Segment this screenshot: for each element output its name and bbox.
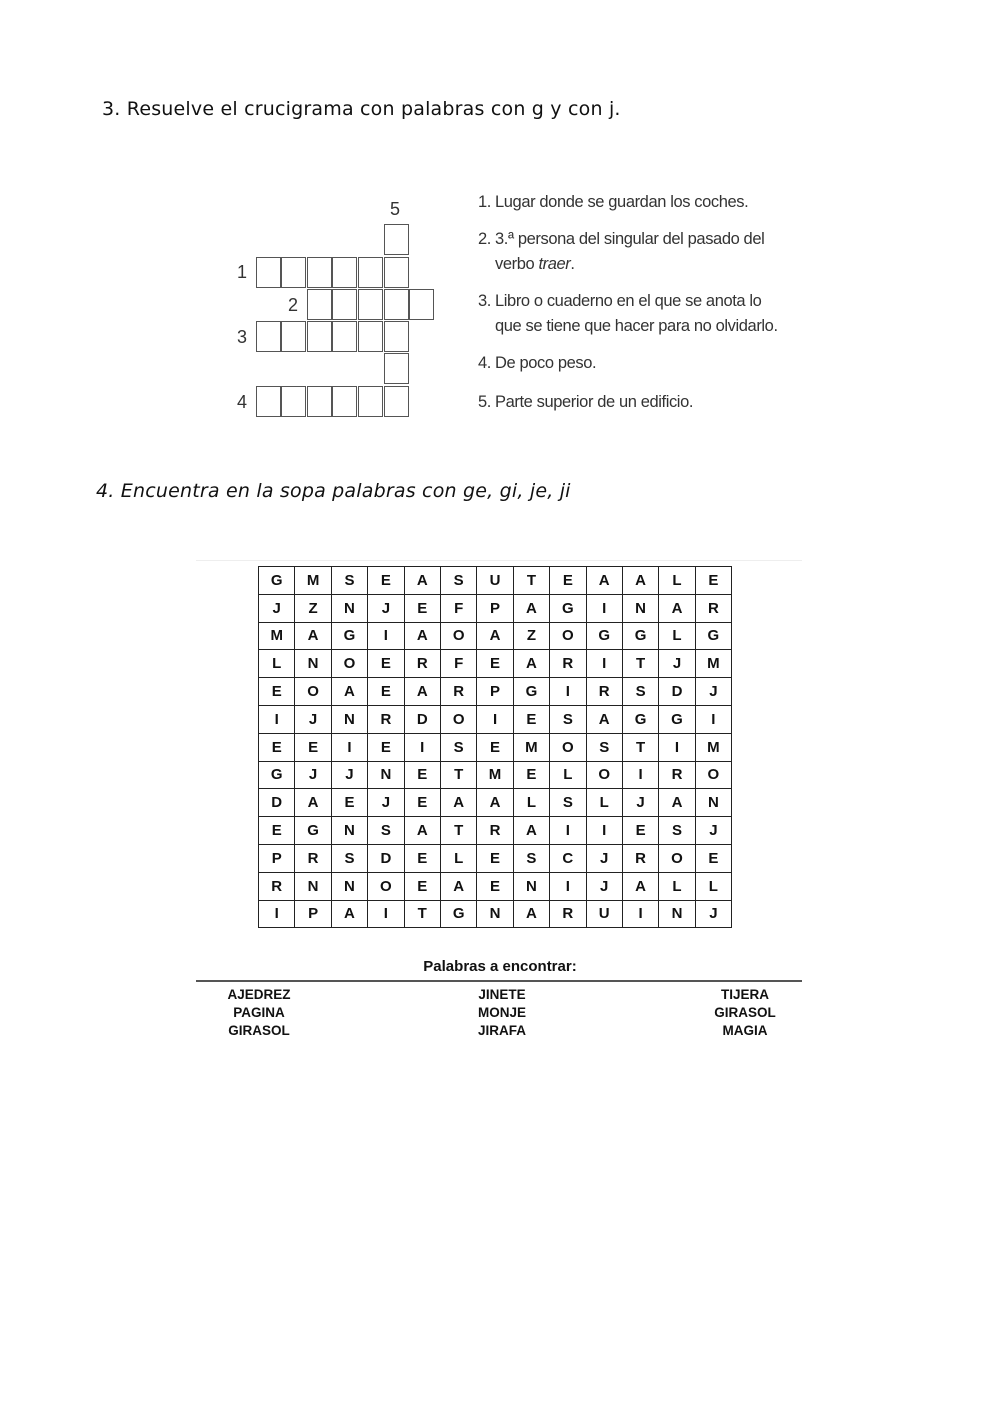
grid-row — [259, 872, 732, 900]
grid-cell[interactable]: N — [295, 650, 331, 678]
grid-cell[interactable]: E — [513, 705, 549, 733]
grid-cell[interactable]: L — [440, 844, 476, 872]
grid-cell[interactable]: R — [550, 650, 586, 678]
grid-cell[interactable]: S — [440, 567, 476, 595]
grid-cell[interactable]: I — [659, 733, 695, 761]
grid-row — [259, 900, 732, 928]
grid-cell[interactable]: T — [440, 817, 476, 845]
grid-row — [259, 567, 732, 595]
crossword-number-4: 4 — [237, 392, 248, 412]
grid-cell[interactable]: C — [550, 844, 586, 872]
grid-cell[interactable]: A — [331, 678, 367, 706]
grid-cell[interactable]: A — [513, 594, 549, 622]
grid-cell[interactable]: J — [259, 594, 295, 622]
grid-cell[interactable]: N — [331, 872, 367, 900]
crossword-number-5: 5 — [390, 199, 401, 219]
grid-cell[interactable]: J — [695, 900, 731, 928]
crossword-cell[interactable] — [384, 386, 409, 417]
grid-cell[interactable]: I — [331, 733, 367, 761]
grid-cell[interactable]: A — [513, 900, 549, 928]
clue-3: 3. Libro o cuaderno en el que se anota lo que se tiene que hacer para no olvidarlo. — [478, 292, 778, 335]
grid-cell[interactable]: A — [622, 567, 658, 595]
grid-cell[interactable]: A — [659, 789, 695, 817]
grid-cell[interactable]: E — [404, 872, 440, 900]
grid-cell[interactable]: G — [550, 594, 586, 622]
grid-cell[interactable]: S — [659, 817, 695, 845]
grid-row — [259, 622, 732, 650]
grid-cell[interactable]: D — [659, 678, 695, 706]
grid-cell[interactable]: R — [404, 650, 440, 678]
grid-cell[interactable]: S — [331, 844, 367, 872]
grid-cell[interactable]: L — [586, 789, 622, 817]
grid-row — [259, 650, 732, 678]
grid-cell[interactable]: P — [259, 844, 295, 872]
clue-5: 5. Parte superior de un edificio. — [478, 393, 694, 411]
grid-cell[interactable]: A — [440, 872, 476, 900]
grid-cell[interactable]: S — [368, 817, 404, 845]
grid-cell[interactable]: I — [550, 872, 586, 900]
divider — [196, 560, 802, 561]
grid-cell[interactable]: R — [295, 844, 331, 872]
crossword-cell[interactable] — [409, 289, 434, 320]
grid-cell[interactable]: G — [622, 622, 658, 650]
grid-cell[interactable]: S — [331, 567, 367, 595]
crossword-cell[interactable] — [332, 289, 357, 320]
grid-cell[interactable]: I — [586, 594, 622, 622]
grid-cell[interactable]: E — [477, 844, 513, 872]
grid-cell[interactable]: A — [440, 789, 476, 817]
grid-row — [259, 678, 732, 706]
grid-cell[interactable]: G — [440, 900, 476, 928]
grid-cell[interactable]: E — [368, 733, 404, 761]
grid-cell[interactable]: P — [477, 594, 513, 622]
grid-cell[interactable]: E — [368, 678, 404, 706]
crossword-number-1: 1 — [237, 262, 248, 282]
grid-cell[interactable]: T — [440, 761, 476, 789]
grid-cell[interactable]: A — [659, 594, 695, 622]
grid-cell[interactable]: R — [586, 678, 622, 706]
grid-cell[interactable]: G — [331, 622, 367, 650]
grid-cell[interactable]: F — [440, 650, 476, 678]
grid-cell[interactable]: I — [259, 900, 295, 928]
grid-cell[interactable]: L — [259, 650, 295, 678]
grid-cell[interactable]: L — [695, 872, 731, 900]
grid-cell[interactable]: O — [659, 844, 695, 872]
grid-cell[interactable]: E — [404, 761, 440, 789]
grid-cell[interactable]: A — [477, 622, 513, 650]
grid-cell[interactable]: E — [513, 761, 549, 789]
word-list-item: MONJE — [477, 1005, 526, 1021]
grid-cell[interactable]: N — [513, 872, 549, 900]
grid-cell[interactable]: N — [331, 594, 367, 622]
word-list-item: JINETE — [478, 987, 526, 1002]
grid-cell[interactable]: O — [695, 761, 731, 789]
grid-row — [259, 705, 732, 733]
grid-cell[interactable]: A — [586, 705, 622, 733]
grid-cell[interactable]: I — [368, 622, 404, 650]
grid-cell[interactable]: E — [550, 567, 586, 595]
grid-cell[interactable]: G — [513, 678, 549, 706]
grid-cell[interactable]: D — [368, 844, 404, 872]
crossword-cell[interactable] — [384, 224, 409, 255]
grid-cell[interactable]: A — [331, 900, 367, 928]
word-list-item: PAGINA — [233, 1005, 285, 1021]
grid-cell[interactable]: G — [695, 622, 731, 650]
grid-cell[interactable]: A — [586, 567, 622, 595]
grid-cell[interactable]: Z — [513, 622, 549, 650]
word-list-column-3 — [665, 986, 825, 1041]
grid-row — [259, 761, 732, 789]
word-list-item: TIJERA — [720, 987, 769, 1002]
grid-cell[interactable]: A — [404, 622, 440, 650]
grid-cell[interactable]: T — [622, 650, 658, 678]
grid-cell[interactable]: J — [586, 872, 622, 900]
grid-cell[interactable]: J — [295, 761, 331, 789]
grid-cell[interactable]: N — [477, 900, 513, 928]
grid-cell[interactable]: G — [659, 705, 695, 733]
grid-cell[interactable]: R — [368, 705, 404, 733]
grid-cell[interactable]: T — [513, 567, 549, 595]
grid-cell[interactable]: I — [259, 705, 295, 733]
crossword-cell[interactable] — [384, 289, 409, 320]
crossword-cell[interactable] — [281, 257, 306, 288]
word-list-item: GIRASOL — [714, 1005, 776, 1021]
grid-cell[interactable]: E — [259, 817, 295, 845]
crossword-cell[interactable] — [307, 289, 332, 320]
crossword-cell[interactable] — [307, 386, 332, 417]
crossword-cell[interactable] — [358, 386, 383, 417]
clue-1: 1. Lugar donde se guardan los coches. — [478, 193, 749, 211]
grid-cell[interactable]: M — [695, 733, 731, 761]
grid-cell[interactable]: T — [622, 733, 658, 761]
grid-cell[interactable]: A — [477, 789, 513, 817]
crossword-cell[interactable] — [281, 386, 306, 417]
grid-cell[interactable]: L — [550, 761, 586, 789]
word-search-grid — [258, 566, 732, 928]
grid-cell[interactable]: E — [259, 678, 295, 706]
grid-cell[interactable]: E — [259, 733, 295, 761]
grid-cell[interactable]: D — [259, 789, 295, 817]
crossword-number-3: 3 — [237, 327, 248, 347]
grid-cell[interactable]: N — [622, 594, 658, 622]
word-list-item: AJEDREZ — [227, 987, 291, 1002]
grid-cell[interactable]: E — [695, 567, 731, 595]
grid-cell[interactable]: I — [477, 705, 513, 733]
grid-cell[interactable]: J — [586, 844, 622, 872]
clue-2: 2. 3.ª persona del singular del pasado del verbo traer. — [478, 230, 765, 273]
grid-cell[interactable]: I — [586, 817, 622, 845]
grid-cell[interactable]: L — [659, 622, 695, 650]
grid-cell[interactable]: G — [259, 761, 295, 789]
grid-cell[interactable]: O — [331, 650, 367, 678]
crossword-cell[interactable] — [256, 257, 281, 288]
grid-cell[interactable]: I — [622, 900, 658, 928]
grid-cell[interactable]: J — [295, 705, 331, 733]
grid-cell[interactable]: E — [622, 817, 658, 845]
grid-cell[interactable]: M — [513, 733, 549, 761]
grid-cell[interactable]: O — [550, 733, 586, 761]
grid-cell[interactable]: E — [368, 650, 404, 678]
grid-row — [259, 789, 732, 817]
divider — [196, 980, 802, 982]
grid-cell[interactable]: J — [659, 650, 695, 678]
grid-cell[interactable]: A — [404, 817, 440, 845]
word-list-item: JIRAFA — [477, 1023, 526, 1039]
clue-4: 4. De poco peso. — [478, 354, 597, 372]
grid-cell[interactable]: I — [368, 900, 404, 928]
grid-cell[interactable]: P — [477, 678, 513, 706]
section-3-title: 3. Resuelve el crucigrama con palabras con g y con j. — [102, 98, 621, 120]
grid-row — [259, 733, 732, 761]
word-list-column-2 — [422, 986, 582, 1041]
grid-cell[interactable]: E — [477, 733, 513, 761]
grid-cell[interactable]: I — [695, 705, 731, 733]
grid-row — [259, 817, 732, 845]
grid-cell[interactable]: P — [295, 900, 331, 928]
grid-cell[interactable]: E — [477, 872, 513, 900]
grid-cell[interactable]: N — [295, 872, 331, 900]
word-list-title: Palabras a encontrar: — [423, 958, 577, 975]
grid-cell[interactable]: Z — [295, 594, 331, 622]
grid-cell[interactable]: J — [331, 761, 367, 789]
crossword-cell[interactable] — [281, 321, 306, 352]
grid-cell[interactable]: D — [404, 705, 440, 733]
word-list-item: MAGIA — [722, 1023, 768, 1039]
grid-cell[interactable]: S — [622, 678, 658, 706]
grid-cell[interactable]: M — [477, 761, 513, 789]
grid-cell[interactable]: L — [659, 567, 695, 595]
grid-cell[interactable]: E — [404, 844, 440, 872]
grid-cell[interactable]: I — [550, 817, 586, 845]
grid-cell[interactable]: G — [586, 622, 622, 650]
crossword-cell[interactable] — [384, 257, 409, 288]
grid-cell[interactable]: S — [440, 733, 476, 761]
grid-cell[interactable]: J — [622, 789, 658, 817]
grid-cell[interactable]: A — [513, 817, 549, 845]
crossword-cell[interactable] — [307, 257, 332, 288]
grid-cell[interactable]: R — [440, 678, 476, 706]
grid-cell[interactable]: E — [368, 567, 404, 595]
grid-cell[interactable]: G — [259, 567, 295, 595]
grid-cell[interactable]: A — [513, 650, 549, 678]
grid-cell[interactable]: L — [513, 789, 549, 817]
grid-cell[interactable]: R — [659, 761, 695, 789]
grid-cell[interactable]: J — [695, 817, 731, 845]
grid-cell[interactable]: E — [695, 844, 731, 872]
grid-cell[interactable]: E — [404, 594, 440, 622]
grid-cell[interactable]: O — [440, 622, 476, 650]
grid-cell[interactable]: J — [368, 789, 404, 817]
grid-cell[interactable]: N — [695, 789, 731, 817]
grid-cell[interactable]: J — [368, 594, 404, 622]
crossword-cell[interactable] — [332, 386, 357, 417]
grid-cell[interactable]: F — [440, 594, 476, 622]
word-list-item: GIRASOL — [228, 1023, 290, 1039]
grid-cell[interactable]: E — [477, 650, 513, 678]
crossword-number-2: 2 — [288, 295, 299, 315]
word-list-column-1 — [179, 986, 339, 1041]
crossword-cell[interactable] — [384, 321, 409, 352]
grid-cell[interactable]: I — [586, 650, 622, 678]
crossword-cell[interactable] — [384, 353, 409, 384]
grid-cell[interactable]: E — [295, 733, 331, 761]
crossword-cell[interactable] — [358, 321, 383, 352]
grid-cell[interactable]: O — [586, 761, 622, 789]
grid-cell[interactable]: T — [404, 900, 440, 928]
grid-cell[interactable]: N — [331, 705, 367, 733]
grid-cell[interactable]: E — [331, 789, 367, 817]
grid-cell[interactable]: G — [295, 817, 331, 845]
grid-cell[interactable]: O — [550, 622, 586, 650]
grid-cell[interactable]: J — [695, 678, 731, 706]
crossword-cell[interactable] — [307, 321, 332, 352]
grid-cell[interactable]: M — [259, 622, 295, 650]
crossword-cell[interactable] — [332, 321, 357, 352]
grid-cell[interactable]: O — [368, 872, 404, 900]
grid-cell[interactable]: N — [331, 817, 367, 845]
grid-cell[interactable]: R — [695, 594, 731, 622]
grid-cell[interactable]: R — [259, 872, 295, 900]
grid-cell[interactable]: G — [622, 705, 658, 733]
grid-cell[interactable]: S — [550, 705, 586, 733]
grid-row — [259, 844, 732, 872]
grid-cell[interactable]: I — [622, 761, 658, 789]
grid-cell[interactable]: U — [586, 900, 622, 928]
crossword-cell[interactable] — [256, 321, 281, 352]
grid-cell[interactable]: M — [695, 650, 731, 678]
grid-cell[interactable]: R — [477, 817, 513, 845]
grid-cell[interactable]: N — [659, 900, 695, 928]
grid-cell[interactable]: M — [295, 567, 331, 595]
grid-cell[interactable]: E — [404, 789, 440, 817]
grid-cell[interactable]: O — [440, 705, 476, 733]
grid-cell[interactable]: A — [295, 622, 331, 650]
crossword-cell[interactable] — [358, 289, 383, 320]
grid-cell[interactable]: A — [622, 872, 658, 900]
crossword-cell[interactable] — [358, 257, 383, 288]
grid-cell[interactable]: R — [550, 900, 586, 928]
grid-cell[interactable]: I — [550, 678, 586, 706]
grid-row — [259, 594, 732, 622]
grid-cell[interactable]: S — [586, 733, 622, 761]
grid-cell[interactable]: L — [659, 872, 695, 900]
grid-cell[interactable]: N — [368, 761, 404, 789]
grid-cell[interactable]: A — [404, 678, 440, 706]
grid-cell[interactable]: S — [513, 844, 549, 872]
grid-cell[interactable]: S — [550, 789, 586, 817]
crossword-cell[interactable] — [256, 386, 281, 417]
section-4-title: 4. Encuentra en la sopa palabras con ge, gi, je, ji — [96, 480, 571, 502]
grid-cell[interactable]: U — [477, 567, 513, 595]
grid-cell[interactable]: O — [295, 678, 331, 706]
grid-cell[interactable]: R — [622, 844, 658, 872]
crossword-cell[interactable] — [332, 257, 357, 288]
grid-cell[interactable]: A — [295, 789, 331, 817]
grid-cell[interactable]: I — [404, 733, 440, 761]
grid-cell[interactable]: A — [404, 567, 440, 595]
